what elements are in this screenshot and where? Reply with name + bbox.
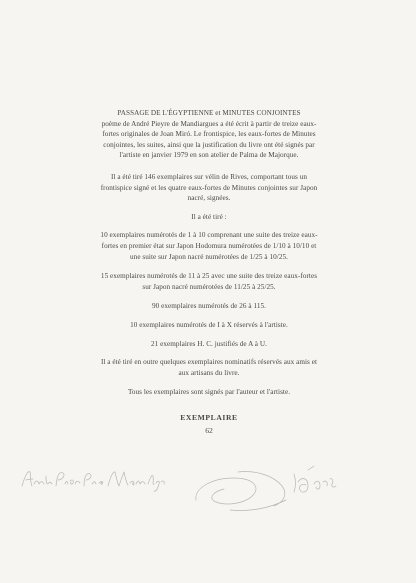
colophon-paragraph-26-115: 90 exemplaires numérotés de 26 à 115. [152,302,266,311]
colophon-paragraph-signed: Tous les exemplaires sont signés par l'auteur et l'artiste. [127,388,291,397]
colophon-paragraph-1-10: 10 exemplaires numérotés de 1 à 10 comprenant une suite des treize eaux-fortes en premier état sur Japon Hodomura numérotées de 1/10 à 10/10 et une suite sur Japon nacré numérotées de 1/25 à 10/25. [100,231,318,261]
colophon-paragraph-11-25: 15 exemplaires numérotés de 11 à 25 avec une suite des treize eaux-fortes sur Japon nacré numérotées de 11/25 à 25/25. [100,272,318,291]
exemplaire-label: EXEMPLAIRE [180,413,238,422]
colophon-text [96,108,322,398]
colophon-paragraph-artist-copies: 10 exemplaires numérotés de I à X réservés à l'artiste. [130,320,288,329]
artist-signature [190,456,350,526]
colophon-paragraph-hc: 21 exemplaires H. C. justifiés de A à U. [151,339,267,348]
colophon-paragraph-intro: Il a été tiré : [191,212,227,221]
colophon-paragraph-author: poème de André Pieyre de Mandiargues a été écrit à partir de treize eaux-fortes originales de Joan Miró. Le frontispice, les eaux-fortes de Minutes conjointes, les suites, ainsi que la justification du livre ont été signés par l'artiste en janvier 1979 en son atelier de Palma de Majorque. [101,119,317,160]
colophon-paragraph-edition: Il a été tiré 146 exemplaires sur vélin de Rives, comportant tous un frontispice signé et les quatre eaux-fortes de Minutes conjointes sur Japon nacré, signées. [100,172,318,203]
colophon-paragraph-nominative: Il a été tiré en outre quelques exemplaires nominatifs réservés aux amis et aux artisans du livre. [100,358,318,377]
colophon-title: PASSAGE DE L'ÉGYPTIENNE et MINUTES CONJOINTES [117,109,301,117]
exemplaire-number: 62 [205,426,213,435]
author-signature [18,462,168,494]
